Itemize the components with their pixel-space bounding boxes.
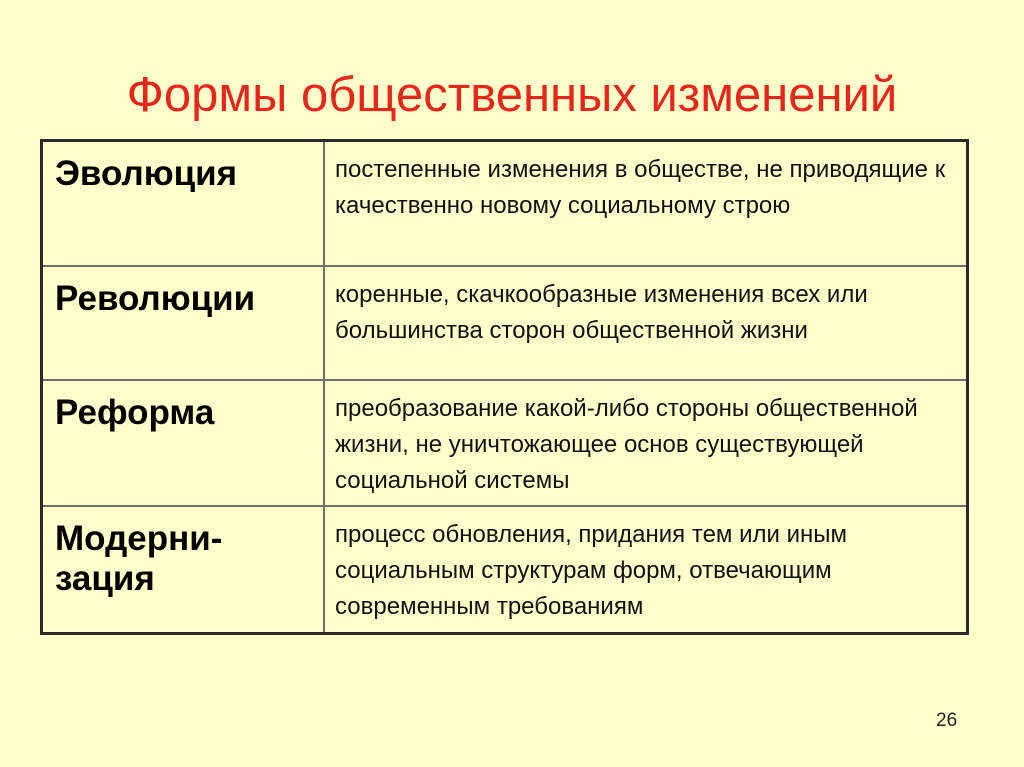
term-cell: Эволюция [42, 141, 325, 266]
term-cell: Реформа [42, 380, 325, 506]
definition-cell: преобразование какой-либо стороны общественной жизни, не уничтожающее основ существующей социальной системы [324, 380, 968, 506]
table-row [42, 380, 968, 506]
table-row [42, 266, 968, 380]
slide-title: Формы общественных изменений [126, 68, 898, 122]
table-row [42, 141, 968, 266]
term-cell: Революции [42, 266, 325, 380]
definition-cell: коренные, скачкообразные изменения всех или большинства сторон общественной жизни [324, 266, 968, 380]
term-cell: Модерни- зация [42, 506, 325, 634]
table-row [42, 506, 968, 634]
page-number: 26 [936, 710, 958, 731]
forms-table [40, 139, 969, 635]
definition-cell: процесс обновления, придания тем или иным социальным структурам форм, отвечающим современным требованиям [324, 506, 968, 634]
definition-cell: постепенные изменения в обществе, не приводящие к качественно новому социальному строю [324, 141, 968, 266]
